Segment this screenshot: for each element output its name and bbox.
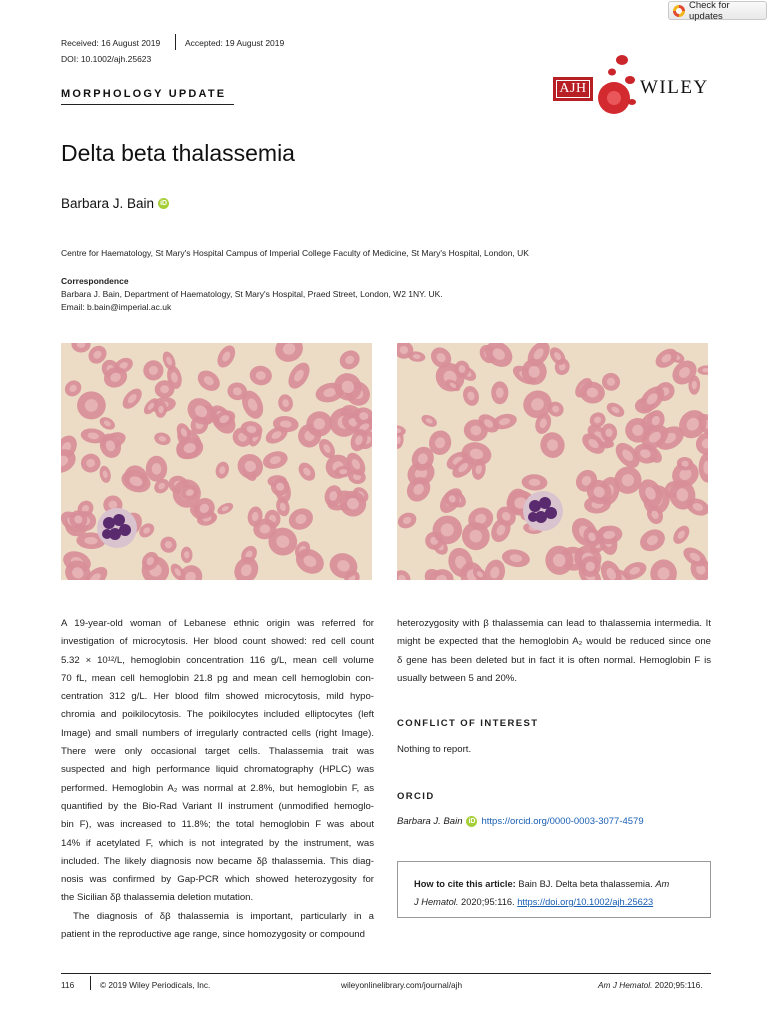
text-line: might be expected that the hemoglobin A₂ would be reduced since one bbox=[397, 636, 711, 648]
red-cells-logo-icon bbox=[592, 50, 640, 120]
ajh-logo-text: AJH bbox=[556, 80, 589, 98]
orcid-link[interactable]: https://orcid.org/0000-0003-3077-4579 bbox=[481, 816, 644, 827]
header-divider bbox=[175, 34, 176, 50]
correspondence-email: Email: b.bain@imperial.ac.uk bbox=[61, 302, 172, 312]
wiley-logo: WILEY bbox=[640, 77, 709, 98]
correspondence-heading: Correspondence bbox=[61, 276, 129, 286]
text-line: usually between 5 and 20%. bbox=[397, 672, 518, 684]
footer-ref: 2020;95:116. bbox=[654, 980, 703, 990]
citation-journal-2: J Hematol. bbox=[414, 897, 459, 907]
text-line: The diagnosis of δβ thalassemia is important, particularly in a bbox=[73, 910, 374, 922]
text-line: 14% if acetylated F, which is not integrated by the instrument, was bbox=[61, 837, 374, 849]
footer-citation bbox=[598, 980, 703, 990]
conflict-heading: CONFLICT OF INTEREST bbox=[397, 718, 539, 729]
citation-label: How to cite this article: bbox=[414, 879, 516, 889]
citation-box bbox=[397, 861, 711, 918]
text-line: suspected and high performance liquid chromatography (HPLC) was bbox=[61, 764, 374, 776]
text-line: quantified by the Bio-Rad Variant II instrument (unmodified hemoglo- bbox=[61, 800, 374, 812]
blood-film-left-image bbox=[61, 343, 372, 580]
text-line: 5.32 × 10¹²/L, hemoglobin concentration 116 g/L, mean cell volume bbox=[61, 654, 374, 666]
text-line: There were only occasional target cells. Thalassemia trait was bbox=[61, 746, 374, 758]
section-label: MORPHOLOGY UPDATE bbox=[61, 88, 227, 100]
citation-line-2 bbox=[414, 893, 696, 911]
text-line: chromia and poikilocytosis. The poikilocytes included elliptocytes (left bbox=[61, 709, 374, 721]
text-line: heterozygosity with β thalassemia can lead to thalassemia intermedia. It bbox=[397, 618, 711, 629]
left-column bbox=[61, 615, 374, 944]
footer-copyright: © 2019 Wiley Periodicals, Inc. bbox=[100, 980, 211, 990]
left-paragraph-2 bbox=[61, 908, 374, 945]
correspondence-address: Barbara J. Bain, Department of Haematology, St Mary's Hospital, Praed Street, London, W2 1NY. UK. bbox=[61, 289, 443, 299]
section-underline bbox=[61, 104, 234, 105]
orcid-heading: ORCID bbox=[397, 791, 435, 802]
blood-film-left-svg bbox=[61, 343, 372, 580]
text-line: patient in the reproductive age range, since homozygosity or compound bbox=[61, 929, 365, 941]
text-line: investigation of microcytosis. Her blood count showed: red cell count bbox=[61, 636, 374, 648]
author-line bbox=[61, 196, 169, 211]
citation-text-1: Bain BJ. Delta beta thalassemia. bbox=[518, 879, 653, 889]
conflict-text: Nothing to report. bbox=[397, 744, 472, 755]
citation-line-1 bbox=[414, 875, 696, 893]
text-line: Image) and small numbers of irregularly contracted cells (right Image). bbox=[61, 727, 374, 739]
author-name: Barbara J. Bain bbox=[61, 196, 155, 211]
text-line: performed. Hemoglobin A₂ was normal at 2.8%, but hemoglobin F, as bbox=[61, 782, 374, 794]
right-paragraph-lines bbox=[397, 615, 711, 688]
received-date: Received: 16 August 2019 bbox=[61, 38, 161, 48]
orcid-icon-small[interactable]: iD bbox=[468, 818, 476, 825]
text-line: 70 fL, mean cell hemoglobin 21.8 pg and mean cell hemoglobin con- bbox=[61, 672, 374, 684]
text-line: the Sicilian δβ thalassemia deletion mutation. bbox=[61, 892, 254, 904]
left-paragraph-1 bbox=[61, 615, 374, 908]
accepted-date: Accepted: 19 August 2019 bbox=[185, 38, 285, 48]
orcid-author-name: Barbara J. Bain bbox=[397, 816, 463, 827]
orcid-icon[interactable]: iD bbox=[160, 200, 168, 207]
orcid-line bbox=[397, 816, 644, 827]
citation-text-2: 2020;95:116. bbox=[461, 897, 515, 907]
page-number: 116 bbox=[61, 980, 75, 990]
text-line: A 19-year-old woman of Lebanese ethnic origin was referred for bbox=[61, 618, 374, 629]
affiliation: Centre for Haematology, St Mary's Hospital Campus of Imperial College Faculty of Medicine, St Mary's Hospital, London, UK bbox=[61, 248, 529, 258]
text-line: nosis was confirmed by Gap-PCR which showed heterozygosity for bbox=[61, 874, 374, 886]
blood-film-right-image bbox=[397, 343, 708, 580]
citation-doi-link[interactable]: https://doi.org/10.1002/ajh.25623 bbox=[517, 897, 654, 907]
text-line: centration 312 g/L. Her blood film showed microcytosis, mild hypo- bbox=[61, 691, 374, 703]
blood-film-right-svg bbox=[397, 343, 708, 580]
doi: DOI: 10.1002/ajh.25623 bbox=[61, 54, 152, 64]
text-line: bin F), was increased to 11.8%; the total hemoglobin F was about bbox=[61, 819, 374, 831]
check-for-updates-button[interactable] bbox=[668, 1, 767, 20]
ajh-logo bbox=[553, 77, 593, 101]
right-paragraph-1 bbox=[397, 615, 711, 688]
footer-journal: Am J Hematol. bbox=[598, 980, 653, 990]
footer-divider bbox=[90, 976, 91, 990]
article-title: Delta beta thalassemia bbox=[61, 140, 295, 166]
crossmark-icon bbox=[673, 5, 685, 17]
text-line: included. The likely diagnosis now became δβ thalassemia. This diag- bbox=[61, 855, 374, 867]
text-line: δ gene has been deleted but in fact it is often normal. Hemoglobin F is bbox=[397, 654, 711, 666]
footer-site-link[interactable]: wileyonlinelibrary.com/journal/ajh bbox=[341, 980, 463, 990]
citation-journal-1: Am bbox=[655, 879, 670, 889]
footer-rule bbox=[61, 973, 711, 974]
check-for-updates-label: Check for updates bbox=[688, 0, 730, 22]
